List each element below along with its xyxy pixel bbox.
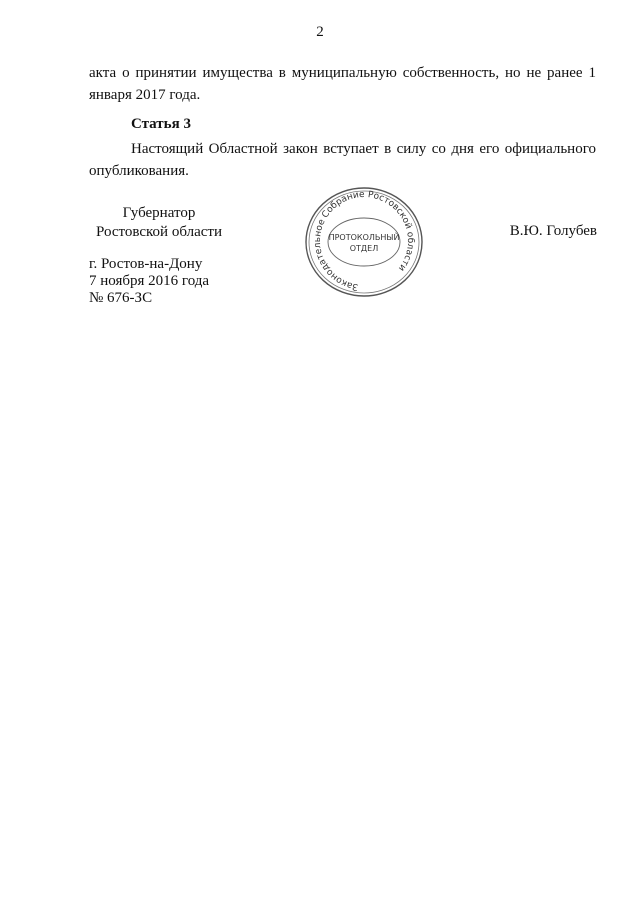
stamp-center-line-1: ПРОТОКОЛЬНЫЙ [328, 233, 400, 242]
official-stamp [302, 185, 426, 301]
stamp-ring-text: Законодательное Собрание Ростовской области [312, 189, 416, 292]
article-title: Статья 3 [131, 116, 191, 132]
page-number: 2 [316, 24, 324, 40]
place: г. Ростов-на-Дону [89, 256, 203, 272]
signer-name: В.Ю. Голубев [509, 223, 597, 239]
law-number: № 676-ЗС [89, 290, 153, 306]
paragraph-entry-into-force-text: Настоящий Областной закон вступает в силу со дня его официального опубликования. [89, 141, 596, 179]
paragraph-entry-into-force [89, 138, 596, 182]
stamp-seal-graphic [302, 185, 426, 301]
stamp-center-line-2: ОТДЕЛ [349, 244, 379, 253]
paragraph-act-acceptance: акта о принятии имущества в муниципальную собственность, но не ранее 1 января 2017 года. [89, 65, 596, 103]
governor-position-line-2: Ростовской области [96, 224, 222, 240]
governor-position-line-1: Губернатор [122, 205, 196, 221]
date: 7 ноября 2016 года [89, 273, 210, 289]
governor-title [89, 204, 229, 242]
place-date-block [89, 256, 209, 307]
